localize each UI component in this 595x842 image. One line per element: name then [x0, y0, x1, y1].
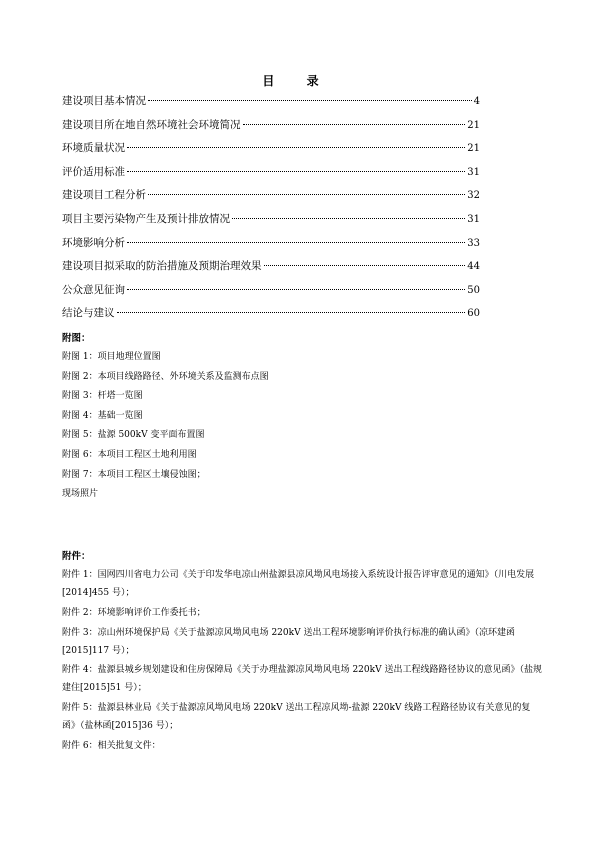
toc-entry-page: 4 [473, 96, 480, 107]
toc-entry-label: 项目主要污染物产生及预计排放情况 [62, 212, 230, 225]
toc-entry-page: 32 [467, 190, 480, 202]
toc-dot-leader [127, 147, 465, 148]
figure-list-item: 附图 1：项目地理位置图 [62, 352, 161, 362]
toc-entry-page: 33 [467, 237, 480, 249]
toc-entry[interactable] [62, 211, 480, 235]
figure-list-item: 附图 2：本项目线路路径、外环境关系及监测布点图 [62, 371, 269, 382]
toc-entry-page: 21 [467, 119, 480, 131]
toc-entry-label: 建设项目拟采取的防治措施及预期治理效果 [62, 260, 262, 273]
figures-heading: 附图： [62, 333, 91, 344]
toc-entry[interactable] [62, 93, 480, 117]
attachment-list-item: 附件 1：国网四川省电力公司《关于印发华电凉山州盐源县凉风坳风电场接入系统设计报告评审意见的通知》（川电发展[2014]455 号）； [62, 570, 535, 598]
figure-list-item: 附图 7：本项目工程区土壤侵蚀图； [62, 469, 206, 480]
toc-entry-page: 31 [467, 166, 480, 178]
figure-list-item: 附图 6：本项目工程区土地利用图 [62, 449, 197, 460]
toc-entry-label: 建设项目工程分析 [62, 189, 146, 202]
toc-dot-leader [232, 218, 465, 219]
attachment-list-item: 附件 4：盐源县城乡规划建设和住房保障局《关于办理盐源凉风坳风电场 220kV 送出工程线路路径协议的意见函》（盐规建住[2015]51 号）； [62, 665, 542, 694]
toc-entry[interactable] [62, 282, 480, 306]
figure-list-item: 现场照片 [62, 489, 99, 500]
toc-dot-leader [264, 265, 466, 266]
toc-entry-page: 60 [467, 308, 480, 320]
toc-entry-label: 公众意见征询 [62, 283, 125, 296]
toc-dot-leader [127, 242, 465, 243]
toc-entry-page: 44 [467, 261, 480, 273]
toc-dot-leader [127, 171, 465, 172]
toc-entry[interactable] [62, 235, 480, 259]
attachment-list-item: 附件 3：凉山州环境保护局《关于盐源凉风坳风电场 220kV 送出工程环境影响评价执行标准的确认函》（凉环建函[2015]117 号）； [62, 627, 515, 656]
attachments-section [62, 548, 542, 757]
toc-entry[interactable] [62, 305, 480, 329]
toc-entry[interactable] [62, 140, 480, 164]
toc-entry[interactable] [62, 164, 480, 188]
attachment-list-item: 附件 2：环境影响评价工作委托书； [62, 607, 206, 618]
toc-entry-page: 31 [467, 213, 480, 225]
toc-dot-leader [127, 289, 465, 290]
toc-entry[interactable] [62, 258, 480, 282]
toc-entry-label: 建设项目基本情况 [62, 95, 146, 107]
toc-entry-label: 评价适用标准 [62, 165, 125, 178]
attachments-heading: 附件： [62, 551, 91, 562]
toc-entry-page: 50 [467, 284, 480, 296]
toc-entry-label: 环境质量状况 [62, 142, 125, 155]
toc-entry-page: 21 [467, 143, 480, 155]
figure-list-item: 附图 3：杆塔一览图 [62, 391, 143, 402]
toc-entry[interactable] [62, 187, 480, 211]
toc-dot-leader [243, 124, 466, 125]
figures-section [62, 330, 542, 505]
figure-list-item: 附图 4：基础一览图 [62, 410, 143, 421]
toc-entry-label: 结论与建议 [62, 307, 115, 320]
attachment-list-item: 附件 5：盐源县林业局《关于盐源凉风坳风电场 220kV 送出工程凉风坳-盐源 220kV 线路工程路径协议有关意见的复函》（盐林函[2015]36 号）； [62, 703, 531, 732]
toc-entry-label: 建设项目所在地自然环境社会环境简况 [62, 118, 241, 131]
toc-entry-label: 环境影响分析 [62, 236, 125, 249]
toc-dot-leader [148, 100, 472, 101]
attachment-list-item: 附件 6：相关批复文件： [62, 740, 161, 751]
figure-list-item: 附图 5：盐源 500kV 变平面布置图 [62, 430, 205, 441]
table-of-contents [62, 93, 480, 329]
toc-dot-leader [148, 194, 465, 195]
toc-title: 目 录 [262, 74, 333, 88]
toc-entry[interactable] [62, 117, 480, 141]
toc-dot-leader [117, 312, 466, 313]
